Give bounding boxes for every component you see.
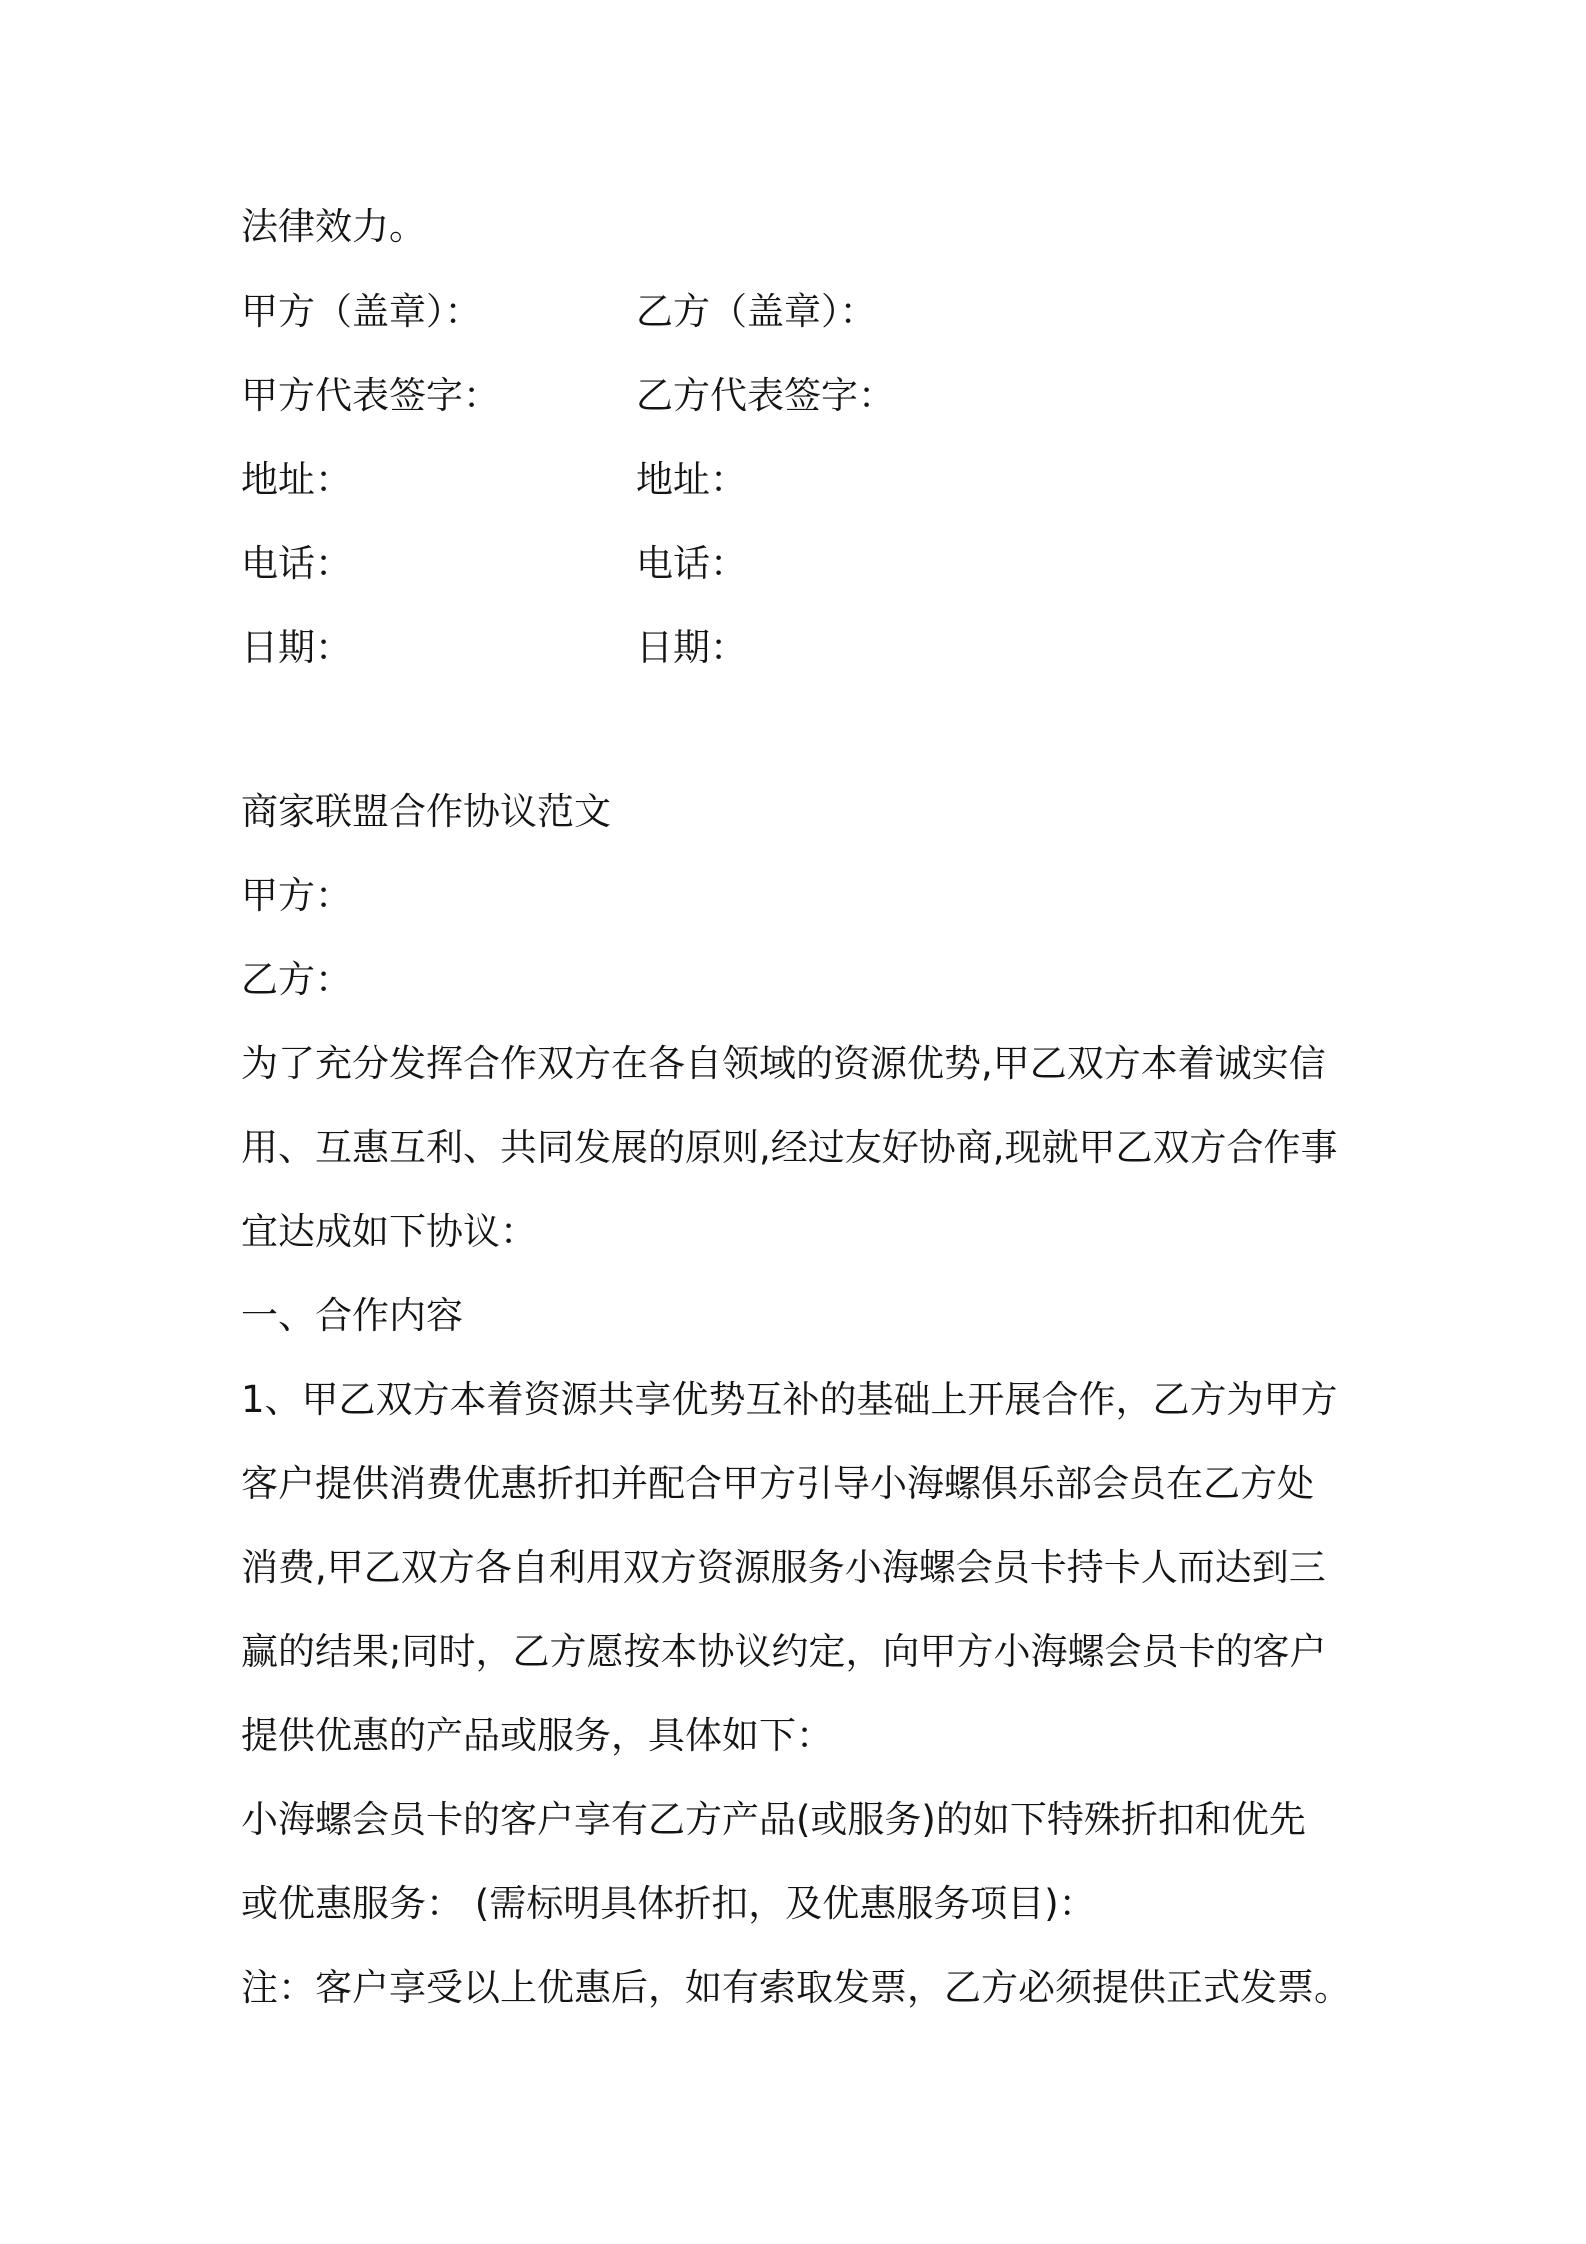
- discount-line: 小海螺会员卡的客户享有乙方产品(或服务)的如下特殊折扣和优先: [241, 1798, 1306, 1841]
- note-line: 注：客户享受以上优惠后，如有索取发票，乙方必须提供正式发票。: [241, 1966, 1351, 2009]
- clause-line: 客户提供消费优惠折扣并配合甲方引导小海螺俱乐部会员在乙方处: [241, 1462, 1314, 1505]
- party-b-seal-label: 乙方（盖章）：: [636, 290, 877, 333]
- section-heading: 一、合作内容: [241, 1294, 463, 1337]
- party-b-date-label: 日期：: [636, 626, 747, 669]
- discount-line: 或优惠服务： (需标明具体折扣，及优惠服务项目)：: [241, 1882, 1096, 1925]
- clause-line: 提供优惠的产品或服务，具体如下：: [241, 1714, 833, 1757]
- party-a-seal-label: 甲方（盖章）：: [241, 290, 482, 333]
- party-a-phone-label: 电话：: [241, 542, 352, 585]
- agreement-title: 商家联盟合作协议范文: [241, 790, 611, 833]
- party-b-address-label: 地址：: [636, 458, 747, 501]
- party-a-rep-label: 甲方代表签字：: [241, 374, 500, 417]
- party-a-date-label: 日期：: [241, 626, 352, 669]
- intro-line: 用、互惠互利、共同发展的原则,经过友好协商,现就甲乙双方合作事: [241, 1126, 1338, 1169]
- intro-line: 宜达成如下协议：: [241, 1210, 537, 1253]
- party-a-line: 甲方：: [241, 874, 352, 917]
- intro-line: 为了充分发挥合作双方在各自领域的资源优势,甲乙双方本着诚实信: [241, 1042, 1326, 1085]
- clause-line: 消费,甲乙双方各自利用双方资源服务小海螺会员卡持卡人而达到三: [241, 1546, 1326, 1589]
- party-a-address-label: 地址：: [241, 458, 352, 501]
- clause-line: 1、甲乙双方本着资源共享优势互补的基础上开展合作，乙方为甲方: [241, 1378, 1338, 1421]
- clause-line: 赢的结果;同时，乙方愿按本协议约定，向甲方小海螺会员卡的客户: [241, 1630, 1327, 1673]
- party-b-rep-label: 乙方代表签字：: [636, 374, 895, 417]
- party-b-phone-label: 电话：: [636, 542, 747, 585]
- party-b-line: 乙方：: [241, 958, 352, 1001]
- closing-text: 法律效力。: [241, 205, 426, 248]
